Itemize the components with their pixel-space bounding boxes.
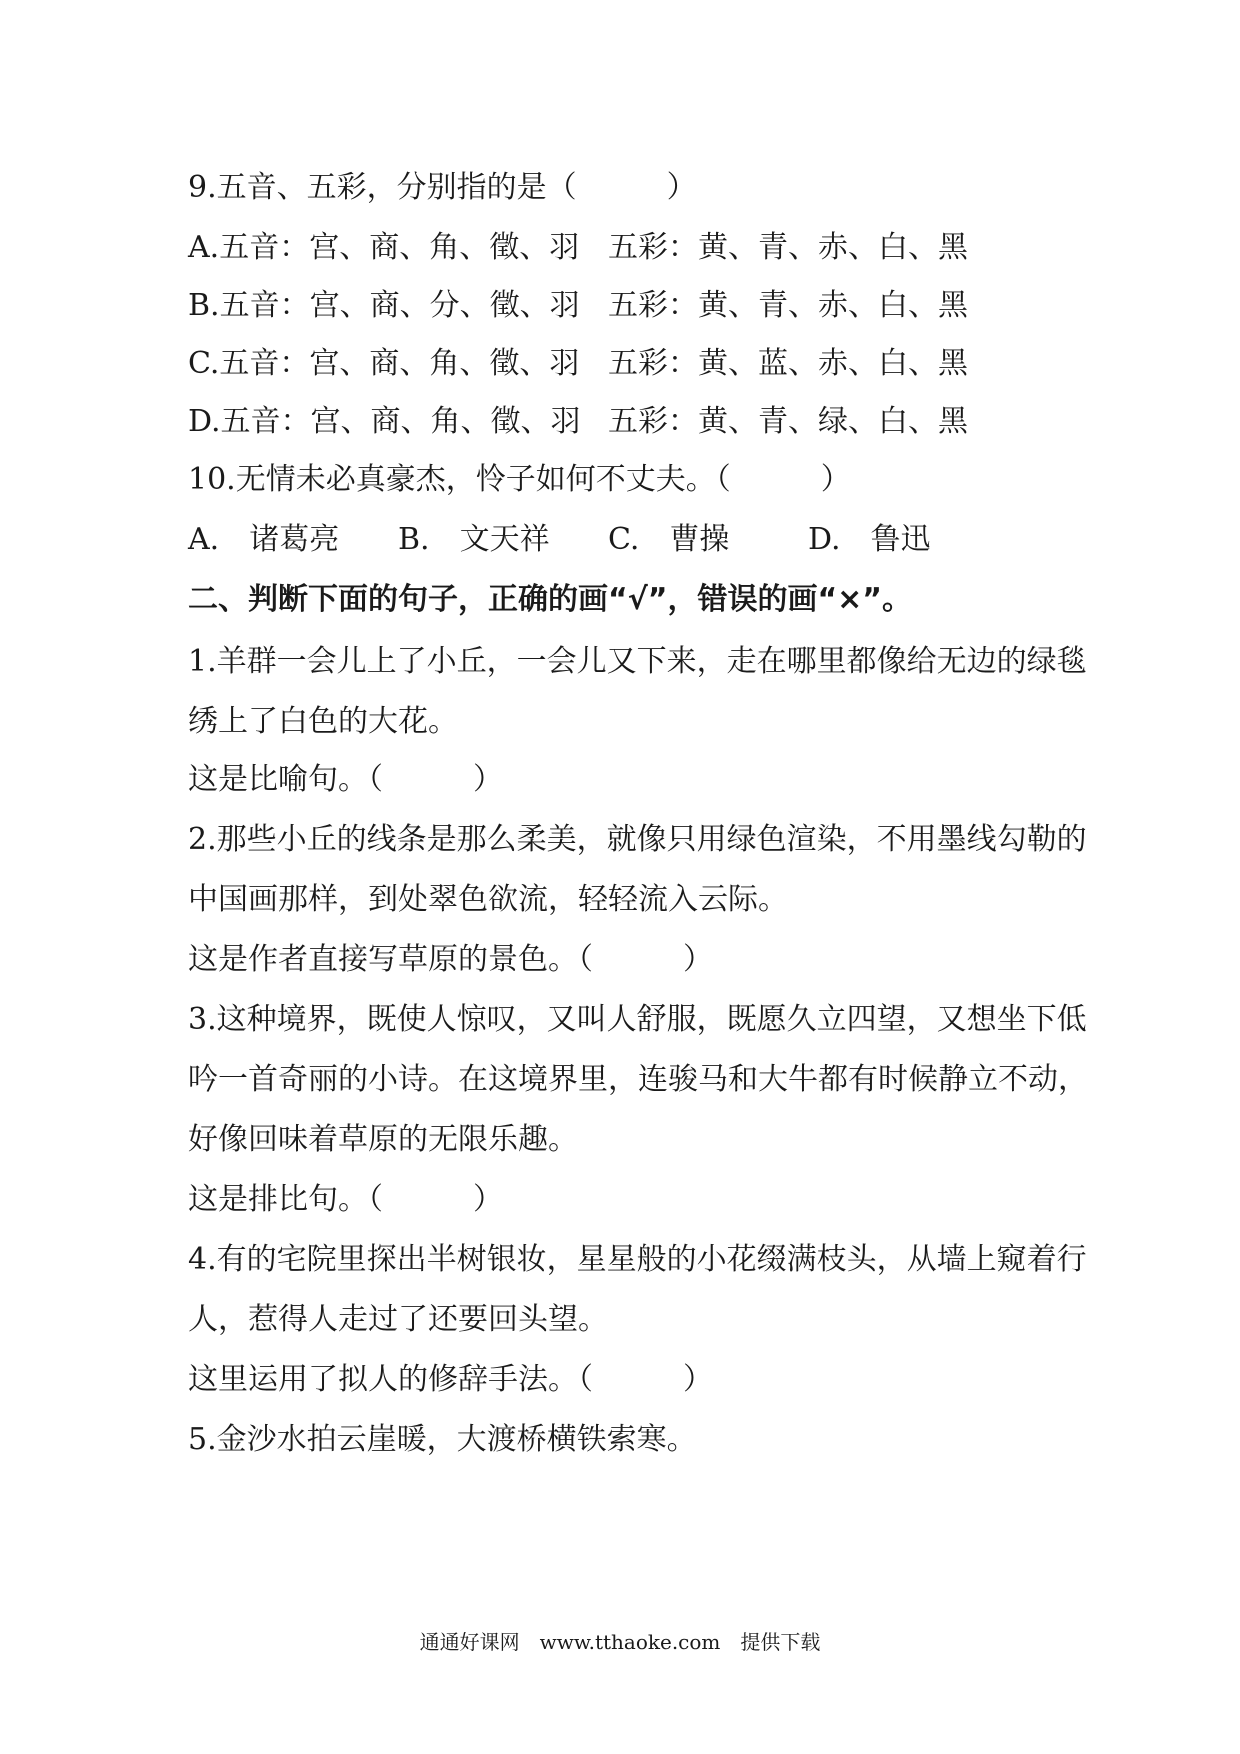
q10-option-b: B. 文天祥 [398, 522, 550, 557]
item-3-line-2: 吟一首奇丽的小诗。在这境界里，连骏马和大牛都有时候静立不动， [188, 1062, 1088, 1097]
option-c-left: C.五音：宫、商、角、徵、羽 [188, 346, 580, 381]
item-3-judge: 这是排比句。（ ） [188, 1182, 503, 1217]
item-4-line-1: 4.有的宅院里探出半树银妆，星星般的小花缀满枝头，从墙上窥着行 [188, 1242, 1087, 1277]
question-10-stem: 10.无情未必真豪杰，怜子如何不丈夫。（ ） [188, 462, 851, 497]
question-10-options [188, 520, 1088, 560]
option-a-left: A.五音：宫、商、角、徵、羽 [188, 230, 580, 265]
item-2-line-2: 中国画那样，到处翠色欲流，轻轻流入云际。 [188, 882, 788, 917]
section-2-heading: 二、判断下面的句子，正确的画“√”，错误的画“×”。 [188, 582, 913, 617]
item-1-judge: 这是比喻句。（ ） [188, 762, 503, 797]
item-3-line-1: 3.这种境界，既使人惊叹，又叫人舒服，既愿久立四望，又想坐下低 [188, 1002, 1087, 1037]
option-d-left: D.五音：宫、商、角、徵、羽 [188, 404, 581, 439]
option-a-right: 五彩：黄、青、赤、白、黑 [608, 230, 968, 265]
option-b-left: B.五音：宫、商、分、徵、羽 [188, 288, 580, 323]
question-9-option-b [188, 286, 1088, 326]
question-9-option-c [188, 344, 1088, 384]
item-4-judge: 这里运用了拟人的修辞手法。（ ） [188, 1362, 713, 1397]
item-2-line-1: 2.那些小丘的线条是那么柔美，就像只用绿色渲染，不用墨线勾勒的 [188, 822, 1087, 857]
option-c-right: 五彩：黄、蓝、赤、白、黑 [608, 346, 968, 381]
question-9-option-a [188, 228, 1088, 268]
q10-option-d: D. 鲁迅 [808, 522, 931, 557]
option-d-right: 五彩：黄、青、绿、白、黑 [608, 404, 968, 439]
footer-download-note: 通通好课网 www.tthaoke.com 提供下载 [419, 1630, 821, 1654]
option-b-right: 五彩：黄、青、赤、白、黑 [608, 288, 968, 323]
question-9-stem: 9.五音、五彩，分别指的是（ ） [188, 170, 697, 205]
item-2-judge: 这是作者直接写草原的景色。（ ） [188, 942, 713, 977]
item-5-line-1: 5.金沙水拍云崖暖，大渡桥横铁索寒。 [188, 1422, 697, 1457]
item-1-line-2: 绣上了白色的大花。 [188, 704, 458, 739]
q10-option-a: A. 诸葛亮 [188, 522, 340, 557]
question-9-option-d [188, 402, 1088, 442]
item-3-line-3: 好像回味着草原的无限乐趣。 [188, 1122, 578, 1157]
item-1-line-1: 1.羊群一会儿上了小丘，一会儿又下来，走在哪里都像给无边的绿毯 [188, 644, 1087, 679]
q10-option-c: C. 曹操 [608, 522, 730, 557]
item-4-line-2: 人，惹得人走过了还要回头望。 [188, 1302, 608, 1337]
